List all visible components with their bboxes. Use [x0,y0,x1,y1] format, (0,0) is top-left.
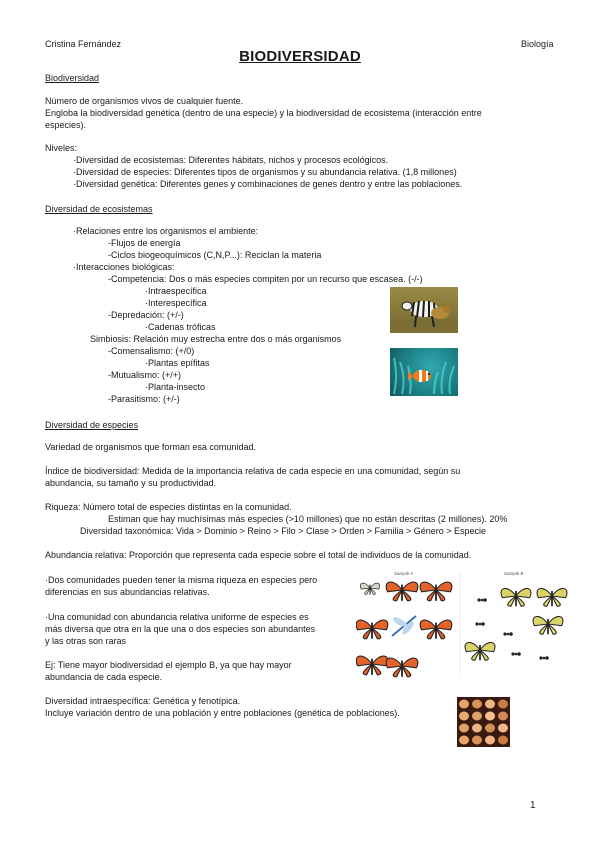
community-a-label: Sample A [394,571,414,576]
list-item: ·Cadenas tróficas [145,322,216,332]
list-item: -Comensalismo: (+/0) [108,346,195,356]
author-name: Cristina Fernández [45,39,122,49]
list-item: ·Interacciones biológicas: [73,262,175,272]
bean-seed [472,736,482,745]
bean-seed [472,700,482,709]
dragonfly-icon [392,615,416,636]
ant-icon [503,632,512,636]
bean-seed [485,700,495,709]
bean-seed [498,700,508,709]
paragraph-taxonomica: Diversidad taxonómica: Vida > Dominio > Reino > Filo > Clase > Orden > Familia > Género > Especie [80,526,487,536]
bullet-riqueza-1: ·Dos comunidades pueden tener la misma riqueza en especies pero [45,575,318,585]
paragraph-indice-1: Índice de biodiversidad: Medida de la importancia relativa de cada especie en una comunidad, según su [45,466,461,476]
level-ecosistemas: ·Diversidad de ecosistemas: Diferentes hábitats, nichos y procesos ecológicos. [73,155,389,165]
list-item: ·Plantas epífitas [145,358,210,368]
moth-icon [360,583,379,594]
bean-seed [459,712,469,721]
monarch-butterfly-icon [386,582,418,601]
paragraph-abundancia: Abundancia relativa: Proporción que representa cada especie sobre el total de individuos de la comunidad. [45,550,472,560]
bullet-uniforme-1: ·Una comunidad con abundancia relativa uniforme de especies es [45,612,309,622]
bean-seed [472,724,482,733]
paragraph-indice-2: abundancia, su tamaño y su productividad. [45,478,217,488]
swallowtail-butterfly-icon [537,588,567,606]
monarch-butterfly-icon [420,620,452,639]
heading-diversidad-ecosistemas: Diversidad de ecosistemas [45,204,153,214]
bean-variation-photo [457,697,510,747]
page-number: 1 [530,800,536,811]
paragraph-variacion: Incluye variación dentro de una población y entre poblaciones (genética de poblaciones). [45,708,400,718]
swallowtail-butterfly-icon [533,616,563,634]
list-item: -Parasitismo: (+/-) [108,394,180,404]
bean-seed [485,736,495,745]
ant-icon [475,622,484,626]
ant-icon [539,656,548,660]
list-item: ·Intraespecífica [145,286,207,296]
bean-seed [459,724,469,733]
list-item: -Ciclos biogeoquímicos (C,N,P...): Reciclan la materia [108,250,322,260]
swallowtail-butterfly-icon [501,588,531,606]
paragraph-intraespecifica: Diversidad intraespecífica: Genética y fenotípica. [45,696,241,706]
bean-seed [498,712,508,721]
list-item: ·Relaciones entre los organismos el ambiente: [73,226,259,236]
paragraph-riqueza: Riqueza: Número total de especies distintas en la comunidad. [45,502,292,512]
monarch-butterfly-icon [386,658,418,677]
paragraph-estiman: Estiman que hay muchísimas más especies (>10 millones) que no están descritas (2 millones). 20% [108,514,508,524]
levels-label: Niveles: [45,143,78,153]
example-text-2: abundancia de cada especie. [45,672,163,682]
clownfish-anemone-photo [390,348,458,396]
monarch-butterfly-icon [356,656,388,675]
heading-diversidad-especies: Diversidad de especies [45,420,139,430]
bean-seed [459,700,469,709]
subject-name: Biología [521,39,554,49]
list-item: -Competencia: Dos o más especies compiten por un recurso que escasea. (-/-) [108,274,423,284]
paragraph-variedad: Variedad de organismos que forman esa comunidad. [45,442,256,452]
list-item: -Mutualismo: (+/+) [108,370,182,380]
ant-icon [477,598,486,602]
list-item: Simbiosis: Relación muy estrecha entre dos o más organismos [90,334,342,344]
bean-seed [459,736,469,745]
paragraph-engloba-2: especies). [45,120,87,130]
community-b-label: Sample B [504,571,524,576]
heading-biodiversidad: Biodiversidad [45,73,100,83]
bean-seed [485,712,495,721]
level-especies: ·Diversidad de especies: Diferentes tipos de organismos y su abundancia relativa. (1,8 millones) [73,167,457,177]
ant-icon [511,652,520,656]
monarch-butterfly-icon [420,582,452,601]
zebra-predation-photo [390,287,458,333]
swallowtail-butterfly-icon [465,642,495,660]
paragraph-engloba-1: Engloba la biodiversidad genética (dentro de una especie) y la biodiversidad de ecosistema (interacción entre [45,108,482,118]
paragraph-definition: Número de organismos vivos de cualquier fuente. [45,96,244,106]
bullet-uniforme-3: y las otras son raras [45,636,127,646]
bean-seed [472,712,482,721]
bean-seed [498,724,508,733]
monarch-butterfly-icon [356,620,388,639]
list-item: -Flujos de energía [108,238,181,248]
list-item: ·Interespecífica [145,298,207,308]
example-text-1: Ej: Tiene mayor biodiversidad el ejemplo B, ya que hay mayor [45,660,292,670]
level-genetica: ·Diversidad genética: Diferentes genes y combinaciones de genes dentro y entre las poblaciones. [73,179,463,189]
list-item: ·Planta-insecto [145,382,206,392]
bean-seed [498,736,508,745]
bean-seed [485,724,495,733]
page-title: BIODIVERSIDAD [239,48,361,65]
bullet-uniforme-2: más diversa que otra en la que una o dos especies son abundantes [45,624,316,634]
bullet-riqueza-2: diferencias en sus abundancias relativas. [45,587,210,597]
community-comparison-figure [356,566,574,682]
list-item: -Depredación: (+/-) [108,310,184,320]
